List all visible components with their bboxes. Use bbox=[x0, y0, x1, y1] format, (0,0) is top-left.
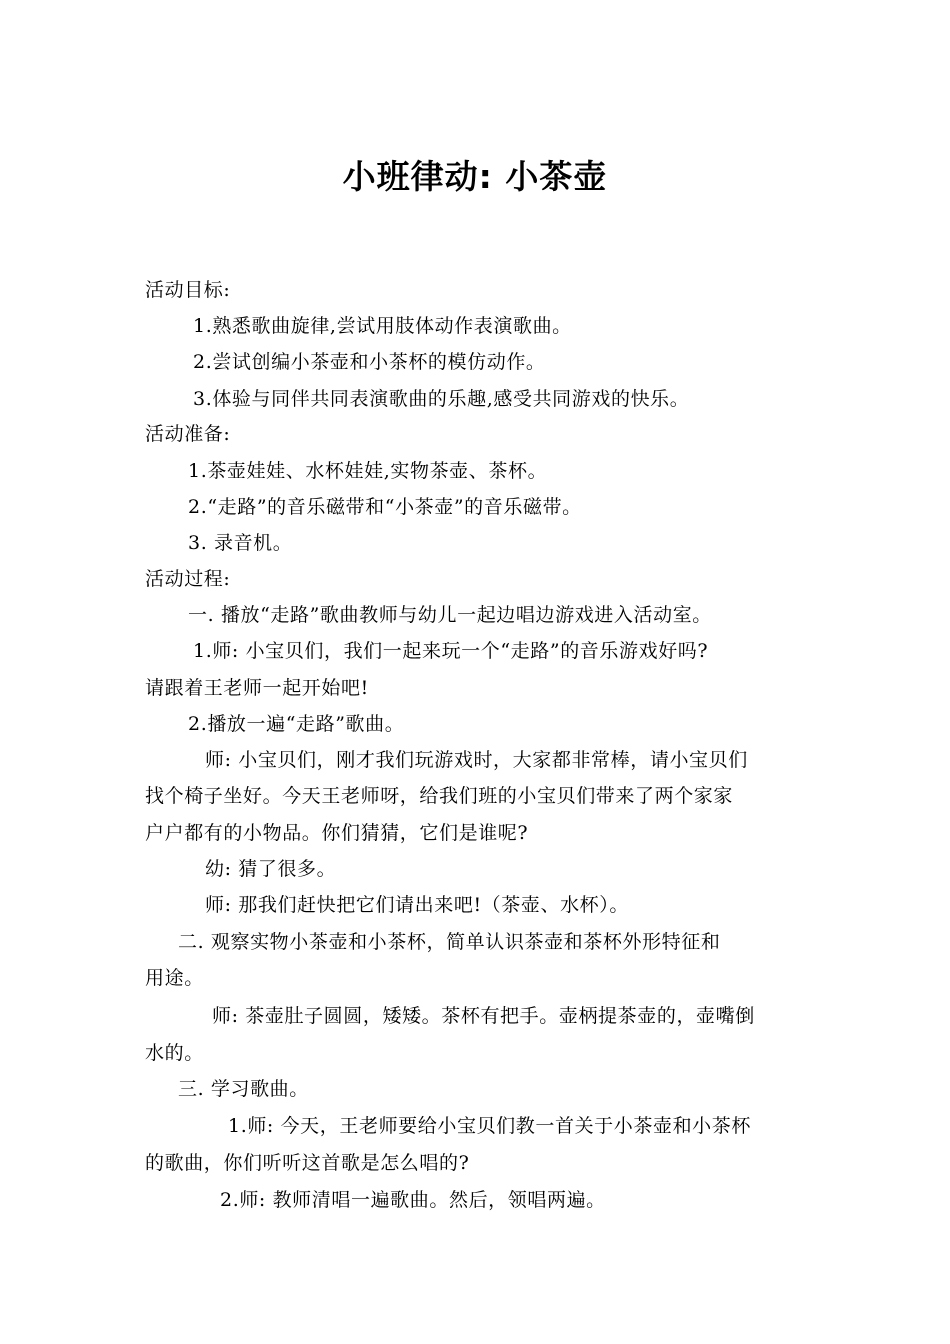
process-line: 师: 茶壶肚子圆圆，矮矮。茶杯有把手。壶柄提茶壶的，壶嘴倒 bbox=[212, 1005, 755, 1027]
goal-item: 2.尝试创编小茶壶和小茶杯的模仿动作。 bbox=[193, 351, 546, 373]
heading-process: 活动过程: bbox=[145, 568, 231, 590]
process-line: 一. 播放“走路”歌曲教师与幼儿一起边唱边游戏进入活动室。 bbox=[188, 604, 712, 626]
process-line: 请跟着王老师一起开始吧! bbox=[145, 677, 369, 699]
process-line: 师: 那我们赶快把它们请出来吧!（茶壶、水杯）。 bbox=[205, 894, 629, 916]
heading-goals: 活动目标: bbox=[145, 279, 231, 301]
process-line: 户户都有的小物品。你们猜猜，它们是谁呢? bbox=[145, 822, 529, 844]
page-title: 小班律动: 小茶壶 bbox=[342, 157, 608, 196]
process-line: 找个椅子坐好。今天王老师呀，给我们班的小宝贝们带来了两个家家 bbox=[145, 785, 734, 807]
process-line: 幼: 猜了很多。 bbox=[205, 858, 337, 880]
process-line: 2.师: 教师清唱一遍歌曲。然后，领唱两遍。 bbox=[220, 1189, 606, 1211]
heading-preparation: 活动准备: bbox=[145, 423, 231, 445]
goal-item: 3.体验与同伴共同表演歌曲的乐趣,感受共同游戏的快乐。 bbox=[193, 388, 690, 410]
process-line: 水的。 bbox=[145, 1042, 204, 1064]
process-line: 三. 学习歌曲。 bbox=[178, 1078, 309, 1100]
process-line: 的歌曲，你们听听这首歌是怎么唱的? bbox=[145, 1152, 470, 1174]
process-line: 二. 观察实物小茶壶和小茶杯，简单认识茶壶和茶杯外形特征和 bbox=[178, 931, 721, 953]
process-line: 1.师: 小宝贝们，我们一起来玩一个“走路”的音乐游戏好吗? bbox=[193, 640, 709, 662]
process-line: 师: 小宝贝们，刚才我们玩游戏时，大家都非常棒，请小宝贝们 bbox=[205, 749, 748, 771]
prep-item: 3. 录音机。 bbox=[188, 532, 293, 554]
prep-item: 2.“走路”的音乐磁带和“小茶壶”的音乐磁带。 bbox=[188, 496, 582, 518]
process-line: 1.师: 今天，王老师要给小宝贝们教一首关于小茶壶和小茶杯 bbox=[228, 1115, 751, 1137]
goal-item: 1.熟悉歌曲旋律,尝试用肢体动作表演歌曲。 bbox=[193, 315, 572, 337]
prep-item: 1.茶壶娃娃、水杯娃娃,实物茶壶、茶杯。 bbox=[188, 460, 548, 482]
process-line: 2.播放一遍“走路”歌曲。 bbox=[188, 713, 405, 735]
process-line: 用途。 bbox=[145, 967, 204, 989]
